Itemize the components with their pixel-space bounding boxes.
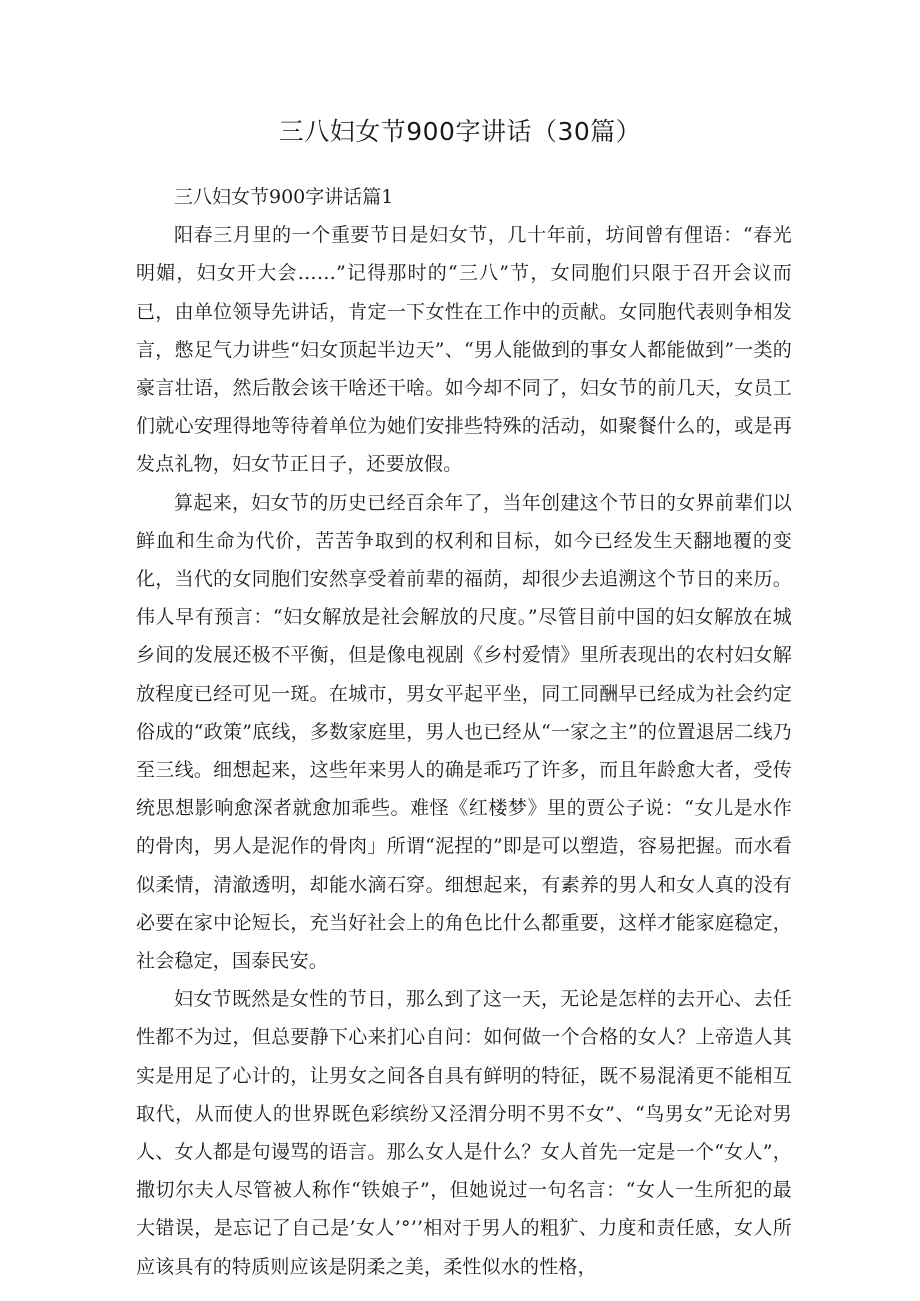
document-title: 三八妇女节900字讲话（30篇） (278, 117, 642, 146)
paragraph-3: 妇女节既然是女性的节日，那么到了这一天，无论是怎样的去开心、去任性都不为过，但总要静下心来扪心自问：如何做一个合格的女人？上帝造人其实是用足了心计的，让男女之间各自具有鲜明的特征，既不易混淆更不能相互取代，从而使人的世界既色彩缤纷又泾渭分明不男不女”、“鸟男女”无论对男人、女人都是句谩骂的语言。那么女人是什么？女人首先一定是一个“女人”，撒切尔夫人尽管被人称作“铁娘子”，但她说过一句名言：“女人一生所犯的最大错误，是忘记了自己是’女人’°’’相对于男人的粗犷、力度和责任感，女人所应该具有的特质则应该是阴柔之美，柔性似水的性格， (136, 988, 792, 1278)
document-body (136, 178, 792, 1286)
paragraph-1: 阳春三月里的一个重要节日是妇女节，几十年前，坊间曾有俚语：“春光明媚，妇女开大会……”记得那时的“三八”节，女同胞们只限于召开会议而已，由单位领导先讲话，肯定一下女性在工作中的贡献。女同胞代表则争相发言，憋足气力讲些“妇女顶起半边天”、“男人能做到的事女人都能做到”一类的豪言壮语，然后散会该干啥还干啥。如今却不同了，妇女节的前几天，女员工们就心安理得地等待着单位为她们安排些特殊的活动，如聚餐什么的，或是再发点礼物，妇女节正日子，还要放假。 (136, 224, 792, 476)
paragraph-2: 算起来，妇女节的历史已经百余年了，当年创建这个节日的女界前辈们以鲜血和生命为代价，苦苦争取到的权利和目标，如今已经发生天翻地覆的变化，当代的女同胞们安然享受着前辈的福荫，却很少去追溯这个节日的来历。伟人早有预言：“妇女解放是社会解放的尺度。”尽管目前中国的妇女解放在城乡间的发展还极不平衡，但是像电视剧《乡村爱情》里所表现出的农村妇女解放程度已经可见一斑。在城市，男女平起平坐，同工同酬早已经成为社会约定俗成的“政策”底线，多数家庭里，男人也已经从“一家之主”的位置退居二线乃至三线。细想起来，这些年来男人的确是乖巧了许多，而且年龄愈大者，受传统思想影响愈深者就愈加乖些。难怪《红楼梦》里的贾公子说：“女儿是水作的骨肉，男人是泥作的骨肉」所谓“泥捏的”即是可以塑造，容易把握。而水看似柔情，清澈透明，却能水滴石穿。细想起来，有素养的男人和女人真的没有必要在家中论短长，充当好社会上的角色比什么都重要，这样才能家庭稳定，社会稳定，国泰民安。 (136, 491, 792, 973)
section-heading: 三八妇女节900字讲话篇1 (174, 186, 394, 208)
